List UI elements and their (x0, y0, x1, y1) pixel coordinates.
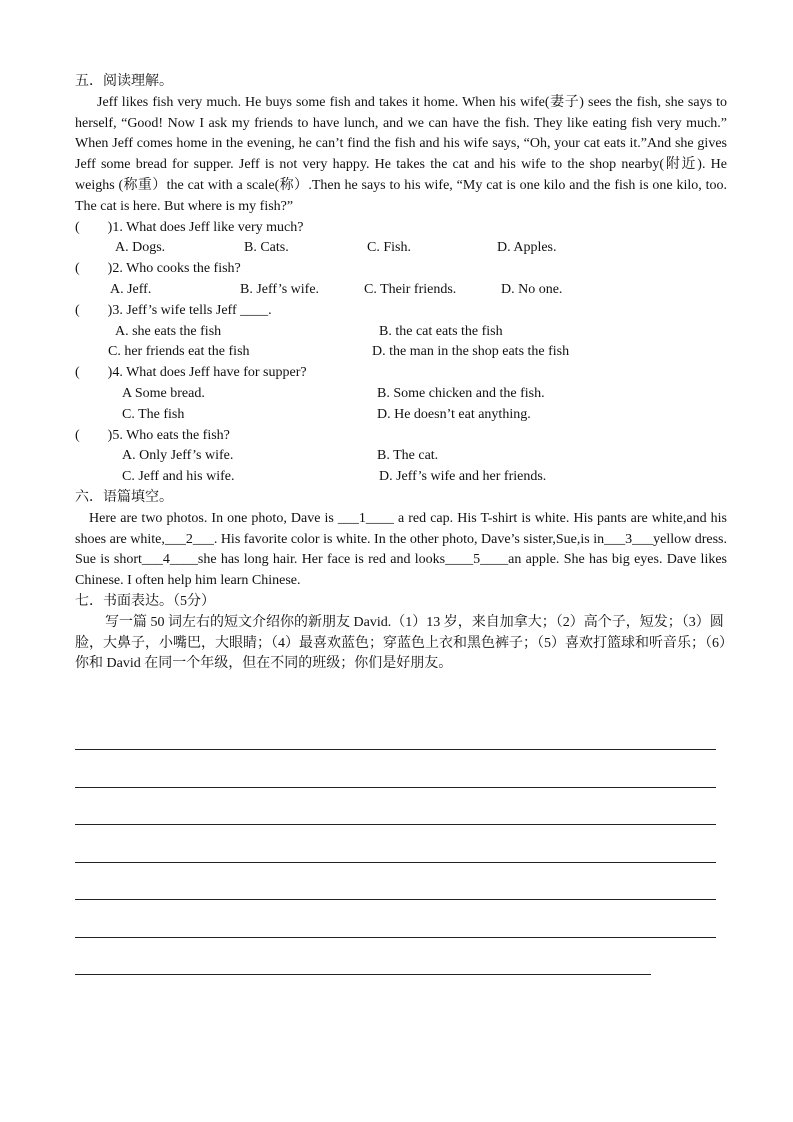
q1-option-c[interactable]: C. Fish. (367, 240, 411, 256)
q3-option-b[interactable]: B. the cat eats the fish (379, 323, 503, 339)
answer-line[interactable] (75, 788, 716, 826)
q5-option-c[interactable]: C. Jeff and his wife. (122, 469, 235, 485)
q4-option-a[interactable]: A Some bread. (122, 385, 205, 401)
question-2-options (75, 280, 727, 301)
q2-option-d[interactable]: D. No one. (501, 281, 563, 297)
q1-option-d[interactable]: D. Apples. (497, 240, 557, 256)
answer-lines[interactable] (75, 748, 716, 975)
question-5-options-row1 (75, 446, 727, 467)
q3-option-c[interactable]: C. her friends eat the fish (108, 344, 250, 360)
q2-option-c[interactable]: C. Their friends. (364, 281, 457, 297)
q5-option-a[interactable]: A. Only Jeff’s wife. (122, 448, 234, 464)
question-3-stem: ( )3. Jeff’s wife tells Jeff ____. (75, 302, 272, 318)
question-1-stem: ( )1. What does Jeff like very much? (75, 219, 304, 235)
writing-prompt: 写一篇 50 词左右的短文介绍你的新朋友 David.（1）13 岁，来自加拿大；（2）高个子，短发；（3）圆脸，大鼻子，小嘴巴，大眼睛；（4）最喜欢蓝色；穿蓝色上衣和黑色裤子；（5）喜欢打篮球和听音乐；（6）你和 David 在同一个年级，但在不同的班级；你们是好朋友。 (75, 614, 726, 672)
reading-section-title: 五．阅读理解。 (75, 74, 173, 89)
q4-option-c[interactable]: C. The fish (122, 406, 185, 422)
q1-option-a[interactable]: A. Dogs. (115, 240, 166, 256)
question-5-options-row2 (75, 467, 727, 488)
q5-option-b[interactable]: B. The cat. (377, 448, 439, 464)
answer-line[interactable] (75, 938, 651, 976)
question-4-stem: ( )4. What does Jeff have for supper? (75, 365, 307, 381)
q2-option-b[interactable]: B. Jeff’s wife. (240, 281, 320, 297)
answer-line[interactable] (75, 750, 716, 788)
question-3-options-row1 (75, 322, 727, 343)
exam-page (75, 72, 727, 675)
question-2-stem: ( )2. Who cooks the fish? (75, 261, 241, 277)
answer-line[interactable] (75, 900, 716, 938)
writing-section-title: 七．书面表达。（5分） (75, 593, 215, 609)
cloze-passage: Here are two photos. In one photo, Dave is ___1____ a red cap. His T-shirt is white. His pants are white,and his shoes are white,___2___. His favorite color is white. In the other photo, Dave’s sister,Sue,is in___3___yellow dress. Sue is short___4____she has long hair. Her face is red and looks____5____an apple. She has big eyes. Dave likes Chinese. I often help him learn Chinese. (75, 510, 727, 589)
q1-option-b[interactable]: B. Cats. (244, 240, 289, 256)
reading-passage: Jeff likes fish very much. He buys some fish and takes it home. When his wife(妻子) sees the fish, she says to herself, “Good! Now I ask my friends to have lunch, and we can have the fish. They like eating fish very much.” When Jeff comes home in the evening, he can’t find the fish and his wife says, “Oh, your cat eats it.”And she gives Jeff some bread for supper. Jeff is not very happy. He takes the cat and his wife to the shop nearby(附近). He weighs (称重）the cat with a scale(称）.Then he says to his wife, “My cat is one kilo and the fish is one kilo, too. The cat is here. But where is my fish?” (75, 94, 727, 214)
answer-line[interactable] (75, 863, 716, 901)
q4-option-d[interactable]: D. He doesn’t eat anything. (377, 406, 531, 422)
q4-option-b[interactable]: B. Some chicken and the fish. (377, 385, 545, 401)
cloze-section-title: 六．语篇填空。 (75, 489, 173, 505)
question-5-stem: ( )5. Who eats the fish? (75, 427, 230, 443)
q2-option-a[interactable]: A. Jeff. (110, 281, 152, 297)
q5-option-d[interactable]: D. Jeff’s wife and her friends. (379, 469, 547, 485)
answer-line[interactable] (75, 825, 716, 863)
q3-option-a[interactable]: A. she eats the fish (115, 323, 222, 339)
question-3-options-row2 (75, 342, 727, 363)
question-4-options-row1 (75, 384, 727, 405)
question-4-options-row2 (75, 405, 727, 426)
question-1-options (75, 238, 727, 259)
q3-option-d[interactable]: D. the man in the shop eats the fish (372, 344, 570, 360)
